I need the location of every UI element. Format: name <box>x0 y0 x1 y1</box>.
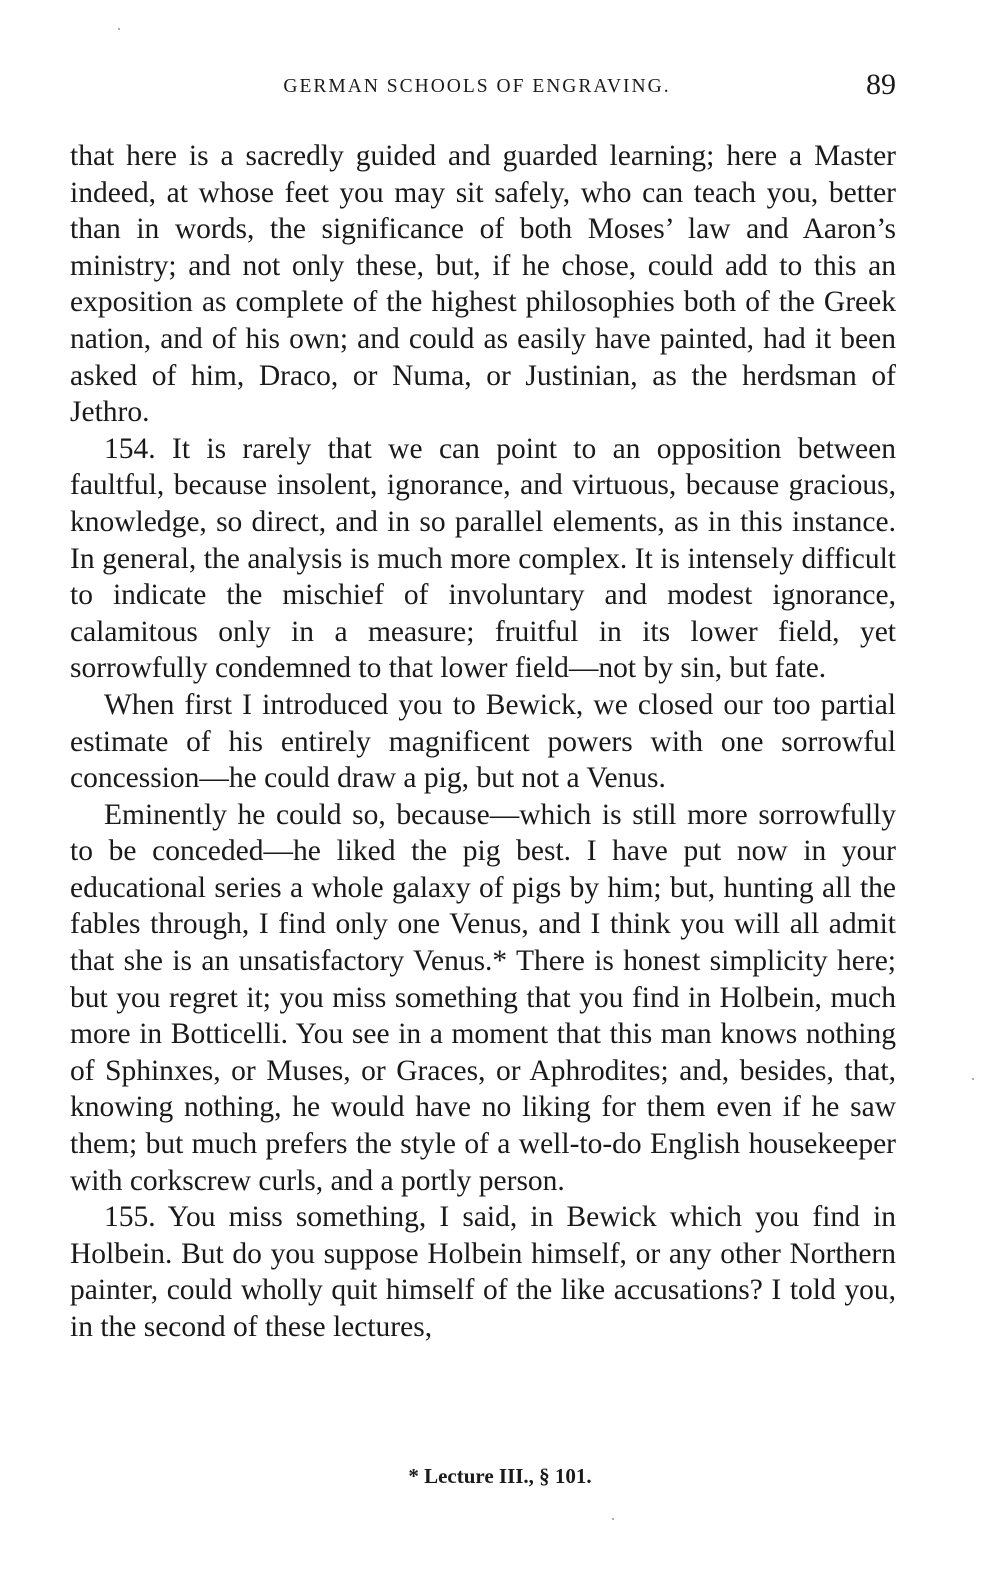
body-text <box>70 138 896 1346</box>
paper-speck <box>612 1518 614 1520</box>
paragraph-pig-venus: Eminently he could so, because—which is still more sorrowfully to be conceded—he liked the pig best. I have put now in your educational series a whole galaxy of pigs by him; but, hunting all the fables through, I find only one Venus, and I think you will all admit that she is an unsatisfactory Venus.* There is honest simplicity here; but you regret it; you miss something that you find in Holbein, much more in Botticelli. You see in a moment that this man knows nothing of Sphinxes, or Muses, or Graces, or Aphrodites; and, besides, that, knowing nothing, he would have no liking for them even if he saw them; but much prefers the style of a well-to-do English housekeeper with corkscrew curls, and a portly person. <box>70 798 896 1197</box>
paper-speck <box>118 28 120 30</box>
paragraph-155: 155. You miss something, I said, in Bewick which you find in Holbein. But do you suppose Holbein himself, or any other Northern painter, could wholly quit himself of the like accusations? I told you, in the second of these lectures, <box>70 1201 896 1343</box>
paragraph-154: 154. It is rarely that we can point to an opposition between faultful, because insolent, ignorance, and virtuous, because gracious, knowledge, so direct, and in so parallel elements, as in this instance. In general, the analysis is much more complex. It is intensely difficult to indicate the mischief of involuntary and modest ignorance, calamitous only in a measure; fruitful in its lower field, yet sorrowfully condemned to that lower field—not by sin, but fate. <box>70 432 896 685</box>
footnote: * Lecture III., § 101. <box>408 1464 592 1488</box>
paragraph-bewick-intro: When first I introduced you to Bewick, we closed our too partial estimate of his entirely magnificent powers with one sorrowful concession—he could draw a pig, but not a Venus. <box>70 688 896 795</box>
paragraph-continuation: that here is a sacredly guided and guarded learning; here a Master indeed, at whose feet you may sit safely, who can teach you, better than in words, the significance of both Moses’ law and Aaron’s ministry; and not only these, but, if he chose, could add to this an exposition as complete of the highest philosophies both of the Greek nation, and of his own; and could as easily have painted, had it been asked of him, Draco, or Numa, or Justinian, as the herdsman of Jethro. <box>70 140 896 429</box>
paper-speck <box>972 1078 974 1080</box>
page-number: 89 <box>866 68 896 101</box>
running-header <box>70 68 896 112</box>
running-title: GERMAN SCHOOLS OF ENGRAVING. <box>283 76 671 97</box>
